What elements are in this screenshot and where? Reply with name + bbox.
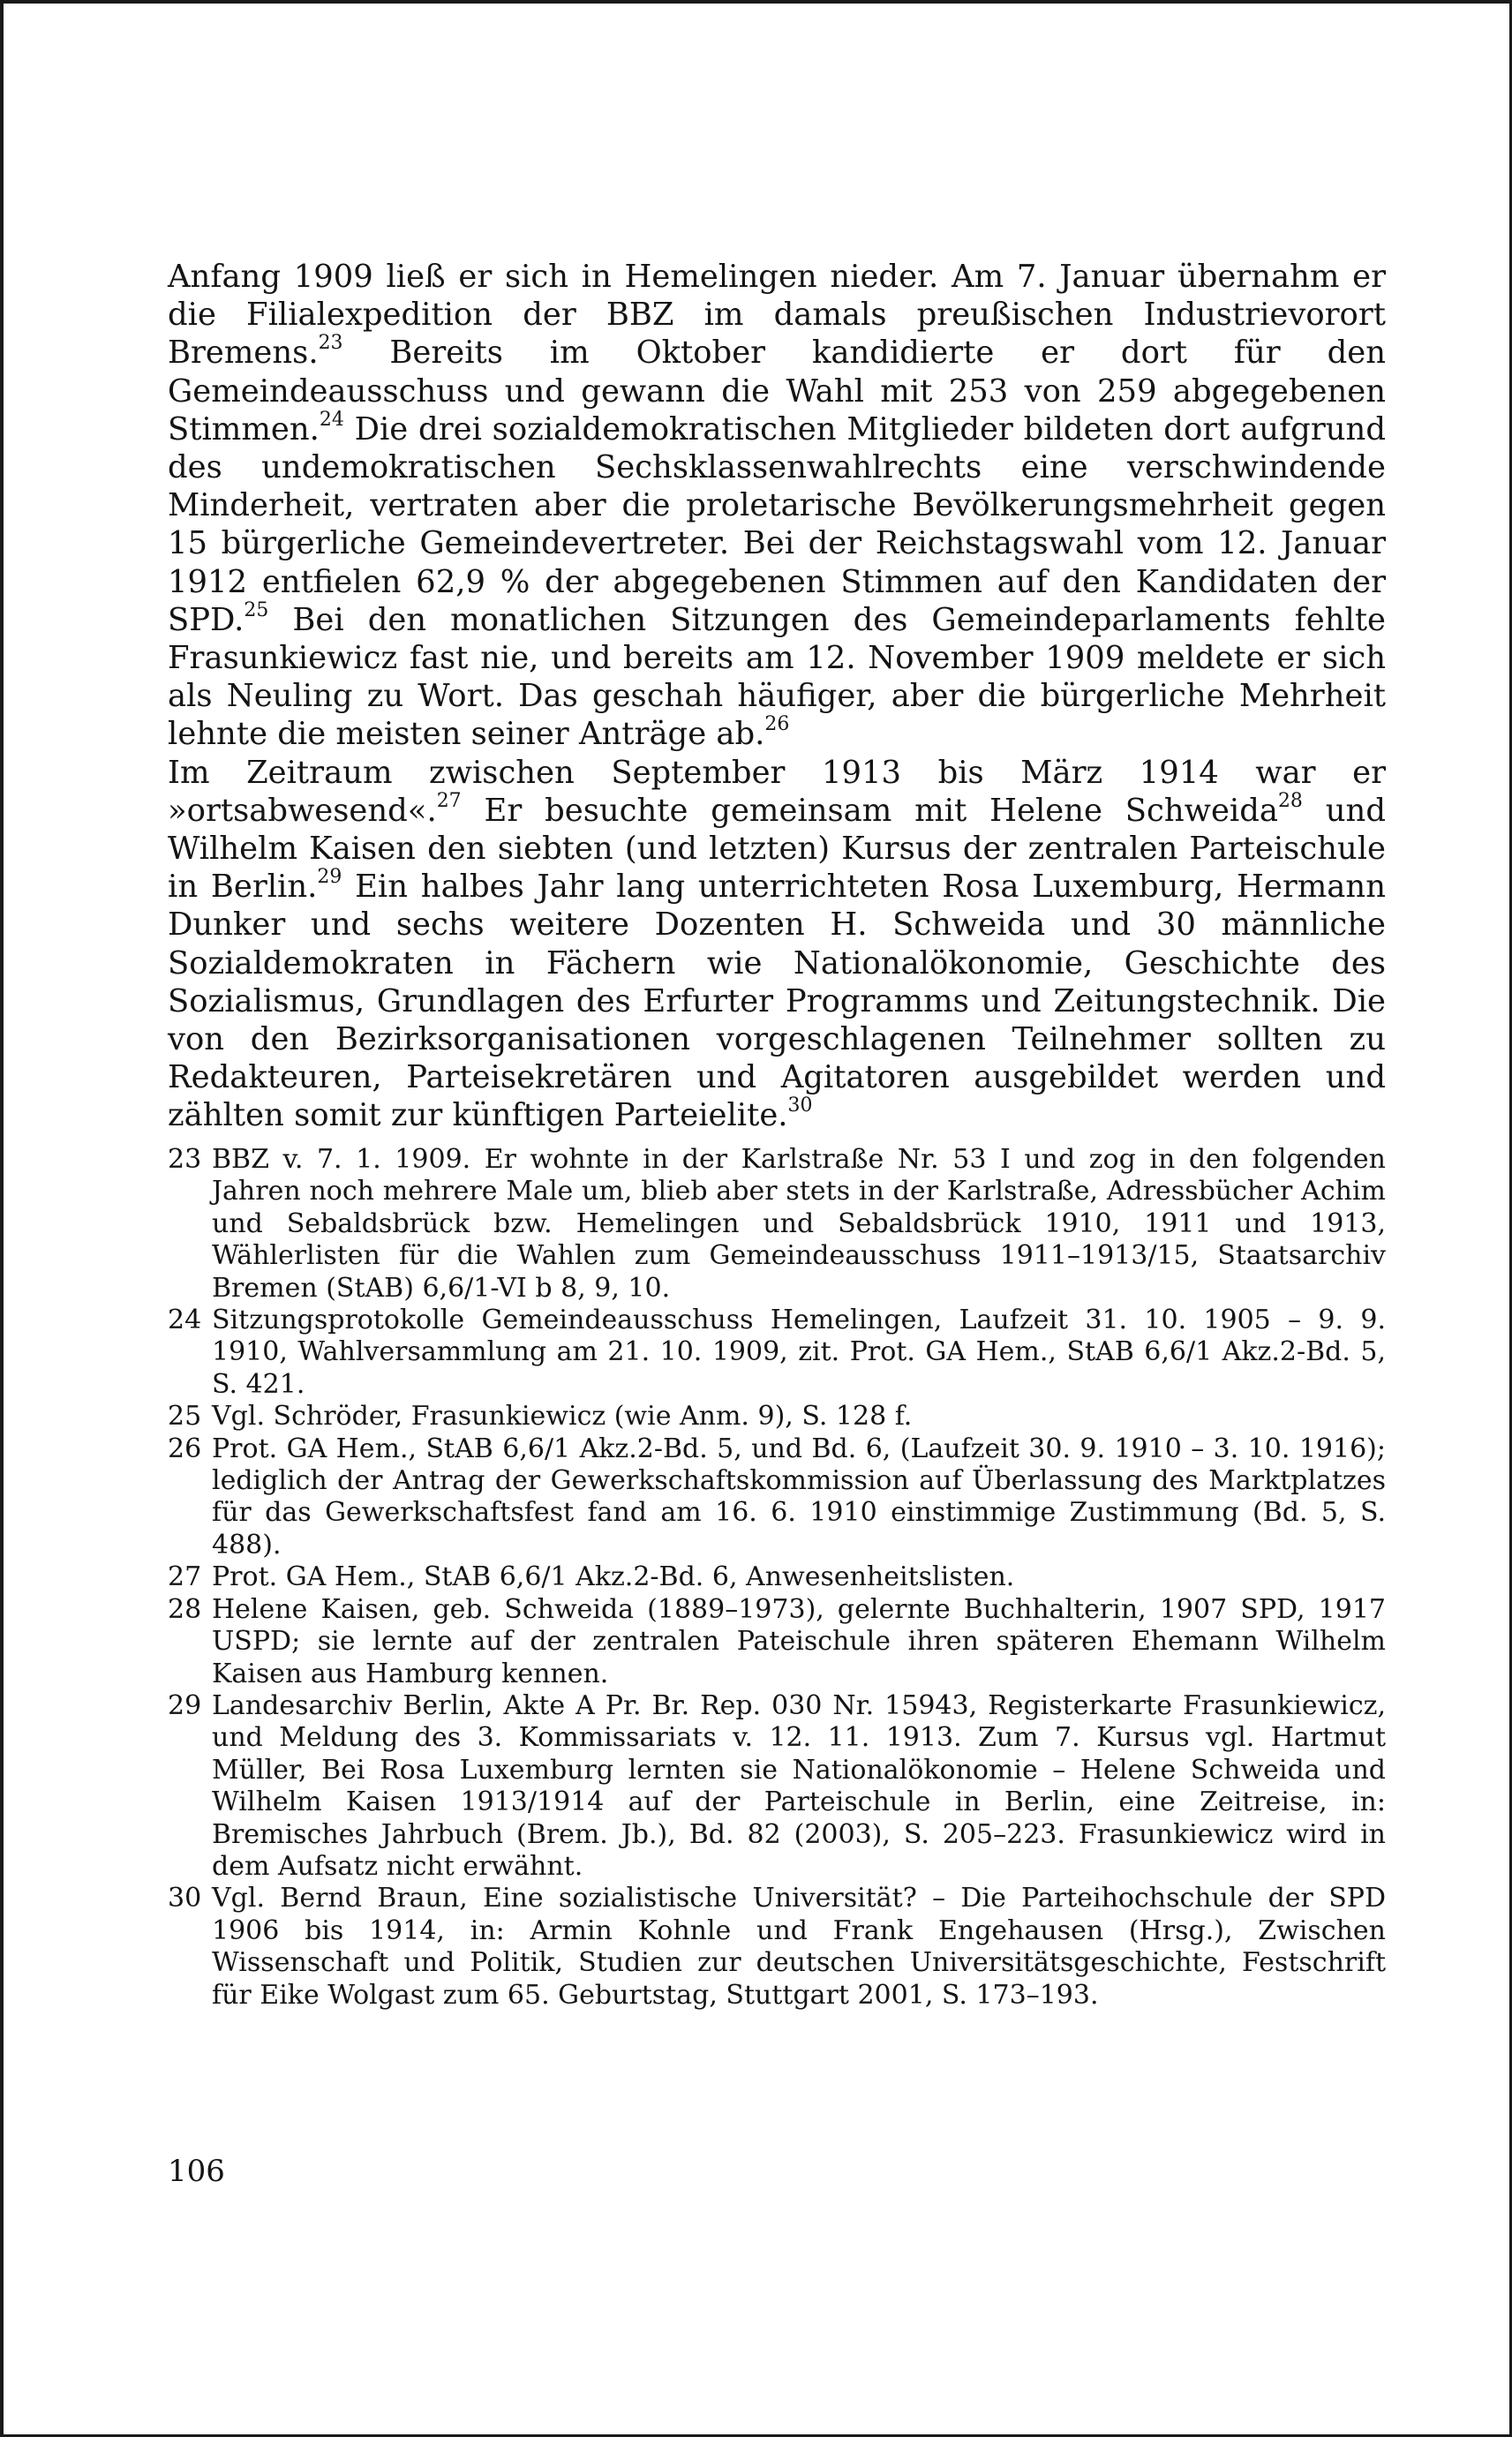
text-run: Die drei sozialdemokratischen Mitglieder bildeten dort aufgrund des undemokratischen Sechsklassenwahlrechts eine verschwindende Minderheit, vertraten aber die proletarische Bevölkerungsmehrheit gegen 15 bürgerliche Gemeindevertreter. Bei der Reichstagswahl vom 12. Januar 1912 entfielen 62,9 % der abgegebenen Stimmen auf den Kandidaten der SPD. (168, 410, 1386, 638)
footnote-number: 28 (168, 1593, 202, 1625)
footnotes (168, 1144, 1386, 2012)
footnote-27 (168, 1561, 1386, 1593)
paragraph-1 (168, 258, 1386, 754)
footnote-number: 23 (168, 1144, 202, 1175)
footnote-25 (168, 1401, 1386, 1433)
footnote-text: Sitzungsprotokolle Gemeindeausschuss Hemelingen, Laufzeit 31. 10. 1905 – 9. 9. 1910, Wahlversammlung am 21. 10. 1909, zit. Prot. GA Hem., StAB 6,6/1 Akz.2-Bd. 5, S. 421. (212, 1305, 1386, 1400)
text-run: und Wilhelm Kaisen den siebten (und letzten) Kursus der zentralen Parteischule in Berlin. (168, 792, 1386, 906)
footnote-23 (168, 1144, 1386, 1305)
footnote-number: 30 (168, 1883, 202, 1914)
footnote-text: Landesarchiv Berlin, Akte A Pr. Br. Rep. 030 Nr. 15943, Registerkarte Frasunkiewicz, und Meldung des 3. Kommissariats v. 12. 11. 1913. Zum 7. Kursus vgl. Hartmut Müller, Bei Rosa Luxemburg lernten sie Nationalökonomie – Helene Schweida und Wilhelm Kaisen 1913/1914 auf der Parteischule in Berlin, eine Zeitreise, in: Bremisches Jahrbuch (Brem. Jb.), Bd. 82 (2003), S. 205–223. Frasunkiewicz wird in dem Aufsatz nicht erwähnt. (212, 1689, 1386, 1882)
footnote-number: 29 (168, 1689, 202, 1721)
text-run: Anfang 1909 ließ er sich in Hemelingen nieder. Am 7. Januar übernahm er die Filialexpedition der BBZ im damals preußischen Industrievorort Bremens. (168, 259, 1386, 372)
footnote-ref-30[interactable]: 30 (787, 1094, 813, 1117)
page-edge-left (0, 0, 4, 2437)
page-number: 106 (168, 2154, 225, 2189)
text-run: Im Zeitraum zwischen September 1913 bis März 1914 war er »ortsabwesend«. (168, 754, 1386, 829)
footnote-number: 27 (168, 1561, 202, 1593)
footnote-24 (168, 1305, 1386, 1401)
footnote-text: BBZ v. 7. 1. 1909. Er wohnte in der Karlstraße Nr. 53 I und zog in den folgenden Jahren noch mehrere Male um, blieb aber stets in der Karlstraße, Adressbücher Achim und Sebaldsbrück bzw. Hemelingen und Sebaldsbrück 1910, 1911 und 1913, Wählerlisten für die Wahlen zum Gemeindeausschuss 1911–1913/15, Staatsarchiv Bremen (StAB) 6,6/1-VI b 8, 9, 10. (212, 1144, 1386, 1304)
text-run: Bereits im Oktober kandidierte er dort für den Gemeindeausschuss und gewann die Wahl mit 253 von 259 abgegebenen Stimmen. (168, 335, 1386, 448)
footnote-28 (168, 1594, 1386, 1690)
page-edge-top (0, 0, 1512, 4)
footnote-29 (168, 1690, 1386, 1883)
text-run: Bei den monatlichen Sitzungen des Gemeindeparlaments fehlte Frasunkiewicz fast nie, und bereits am 12. November 1909 meldete er sich als Neuling zu Wort. Das geschah häufiger, aber die bürgerliche Mehrheit lehnte die meisten seiner Anträge ab. (168, 601, 1386, 753)
footnote-text: Prot. GA Hem., StAB 6,6/1 Akz.2-Bd. 6, Anwesenheitslisten. (212, 1561, 1015, 1593)
footnote-ref-23[interactable]: 23 (318, 332, 343, 355)
footnote-text: Vgl. Bernd Braun, Eine sozialistische Universität? – Die Parteihochschule der SPD 1906 bis 1914, in: Armin Kohnle und Frank Engehausen (Hrsg.), Zwischen Wissenschaft und Politik, Studien zur deutschen Universitätsgeschichte, Festschrift für Eike Wolgast zum 65. Geburtstag, Stuttgart 2001, S. 173–193. (212, 1883, 1386, 2011)
footnote-ref-28[interactable]: 28 (1277, 790, 1303, 813)
footnote-ref-29[interactable]: 29 (317, 866, 342, 889)
footnote-ref-26[interactable]: 26 (764, 713, 790, 736)
footnote-ref-27[interactable]: 27 (436, 790, 462, 813)
body-text (168, 258, 1386, 1135)
text-run: Ein halbes Jahr lang unterrichteten Rosa Luxemburg, Hermann Dunker und sechs weitere Dozenten H. Schweida und 30 männliche Sozialdemokraten in Fächern wie Nationalökonomie, Geschichte des Sozialismus, Grundlagen des Erfurter Programms und Zeitungstechnik. Die von den Bezirksorganisationen vorgeschlagenen Teilnehmer sollten zu Redakteuren, Parteisekretären und Agitatoren ausgebildet werden und zählten somit zur künftigen Parteielite. (168, 869, 1386, 1134)
footnote-30 (168, 1883, 1386, 2012)
footnote-text: Vgl. Schröder, Frasunkiewicz (wie Anm. 9), S. 128 f. (212, 1401, 913, 1433)
text-run: Er besuchte gemeinsam mit Helene Schweida (461, 792, 1278, 829)
footnote-ref-24[interactable]: 24 (319, 409, 344, 432)
footnote-text: Prot. GA Hem., StAB 6,6/1 Akz.2-Bd. 5, und Bd. 6, (Laufzeit 30. 9. 1910 – 3. 10. 1916); lediglich der Antrag der Gewerkschaftskommission auf Überlassung des Marktplatzes für das Gewerkschaftsfest fand am 16. 6. 1910 einstimmige Zustimmung (Bd. 5, S. 488). (212, 1433, 1386, 1561)
paragraph-2 (168, 754, 1386, 1135)
footnote-number: 26 (168, 1433, 202, 1464)
footnote-ref-25[interactable]: 25 (244, 599, 269, 622)
footnote-number: 24 (168, 1305, 202, 1336)
footnote-number: 25 (168, 1401, 202, 1433)
footnote-text: Helene Kaisen, geb. Schweida (1889–1973), gelernte Buchhalterin, 1907 SPD, 1917 USPD; sie lernte auf der zentralen Pateischule ihren späteren Ehemann Wilhelm Kaisen aus Hamburg kennen. (212, 1593, 1386, 1689)
footnote-26 (168, 1433, 1386, 1562)
